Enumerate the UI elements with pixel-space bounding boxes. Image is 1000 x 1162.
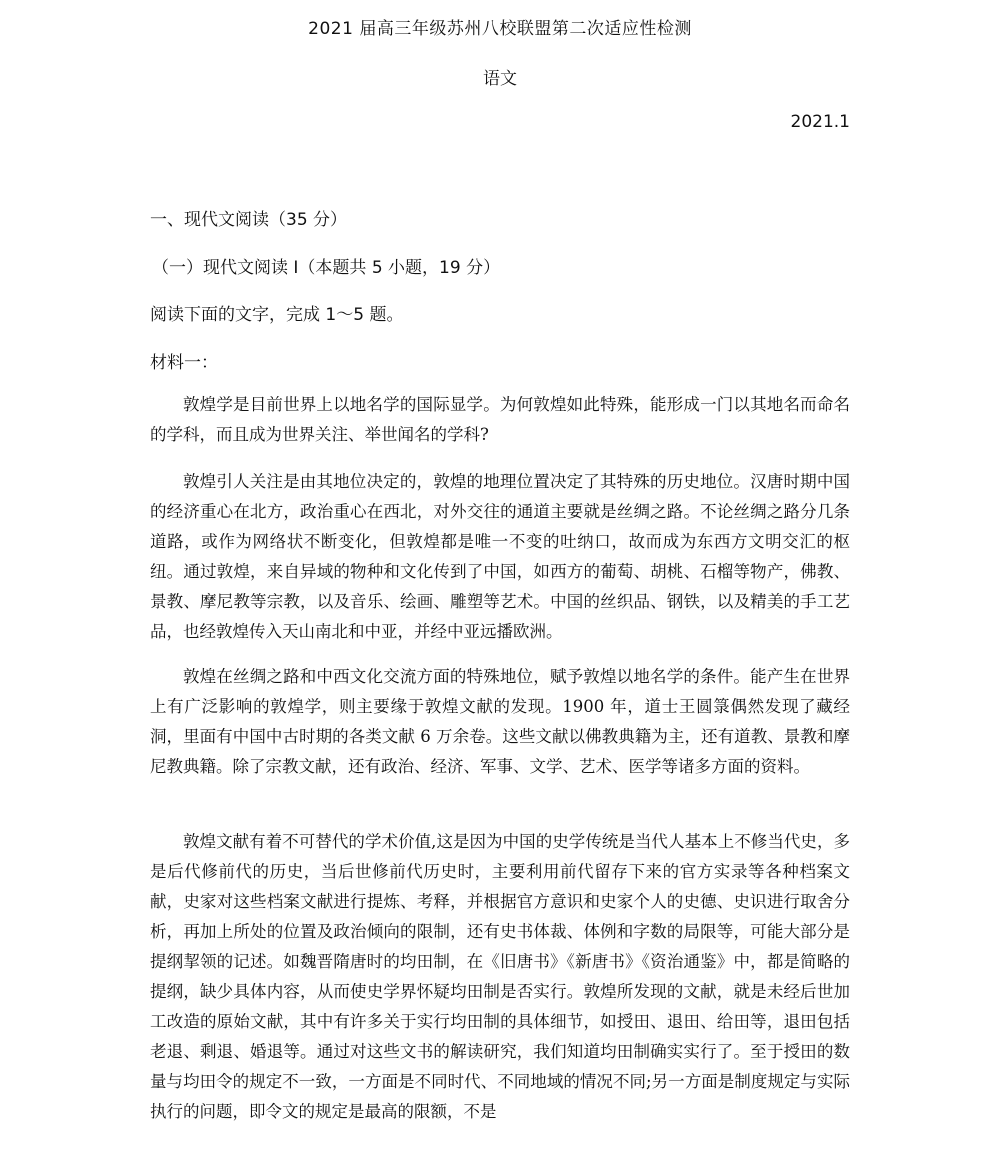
reading-instruction: 阅读下面的文字，完成 1～5 题。 <box>150 305 404 325</box>
subsection-heading: （一）现代文阅读 I（本题共 5 小题，19 分） <box>152 258 501 278</box>
subject-heading: 语文 <box>483 69 517 89</box>
exam-date: 2021.1 <box>790 112 850 132</box>
paragraph-2: 敦煌引人关注是由其地位决定的，敦煌的地理位置决定了其特殊的历史地位。汉唐时期中国的经济重心在北方，政治重心在西北，对外交往的通道主要就是丝绸之路。不论丝绸之路分几条道路，或作为网络状不断变化，但敦煌都是唯一不变的吐纳口，故而成为东西方文明交汇的枢纽。通过敦煌，来自异域的物种和文化传到了中国，如西方的葡萄、胡桃、石榴等物产，佛教、景教、摩尼教等宗教，以及音乐、绘画、雕塑等艺术。中国的丝织品、钢铁，以及精美的手工艺品，也经敦煌传入天山南北和中亚，并经中亚远播欧洲。 <box>150 472 850 641</box>
material-label: 材料一： <box>150 353 218 373</box>
paragraph-3: 敦煌在丝绸之路和中西文化交流方面的特殊地位，赋予敦煌以地名学的条件。能产生在世界上有广泛影响的敦煌学，则主要缘于敦煌文献的发现。1900 年，道士王圆箓偶然发现了藏经洞，里面有中国中古时期的各类文献 6 万余卷。这些文献以佛教典籍为主，还有道教、景教和摩尼教典籍。除了宗教文献，还有政治、经济、军事、文学、艺术、医学等诸多方面的资料。 <box>150 667 850 776</box>
exam-title: 2021 届高三年级苏州八校联盟第二次适应性检测 <box>308 19 692 39</box>
paragraph-4: 敦煌文献有着不可替代的学术价值,这是因为中国的史学传统是当代人基本上不修当代史，多是后代修前代的历史，当后世修前代历史时，主要利用前代留存下来的官方实录等各种档案文献，史家对这些档案文献进行提炼、考释，并根据官方意识和史家个人的史德、史识进行取舍分析，再加上所处的位置及政治倾向的限制，还有史书体裁、体例和字数的局限等，可能大部分是提纲挈领的记述。如魏晋隋唐时的均田制，在《旧唐书》《新唐书》《资治通鉴》中，都是简略的提纲，缺少具体内容，从而使史学界怀疑均田制是否实行。敦煌所发现的文献，就是未经后世加工改造的原始文献，其中有许多关于实行均田制的具体细节，如授田、退田、给田等，退田包括老退、剩退、婚退等。通过对这些文书的解读研究，我们知道均田制确实实行了。至于授田的数量与均田令的规定不一致，一方面是不同时代、不同地域的情况不同;另一方面是制度规定与实际执行的问题，即令文的规定是最高的限额，不是 <box>150 832 850 1121</box>
paragraph-1: 敦煌学是目前世界上以地名学的国际显学。为何敦煌如此特殊，能形成一门以其地名而命名的学科，而且成为世界关注、举世闻名的学科? <box>150 395 850 444</box>
section-heading: 一、现代文阅读（35 分） <box>150 210 348 230</box>
